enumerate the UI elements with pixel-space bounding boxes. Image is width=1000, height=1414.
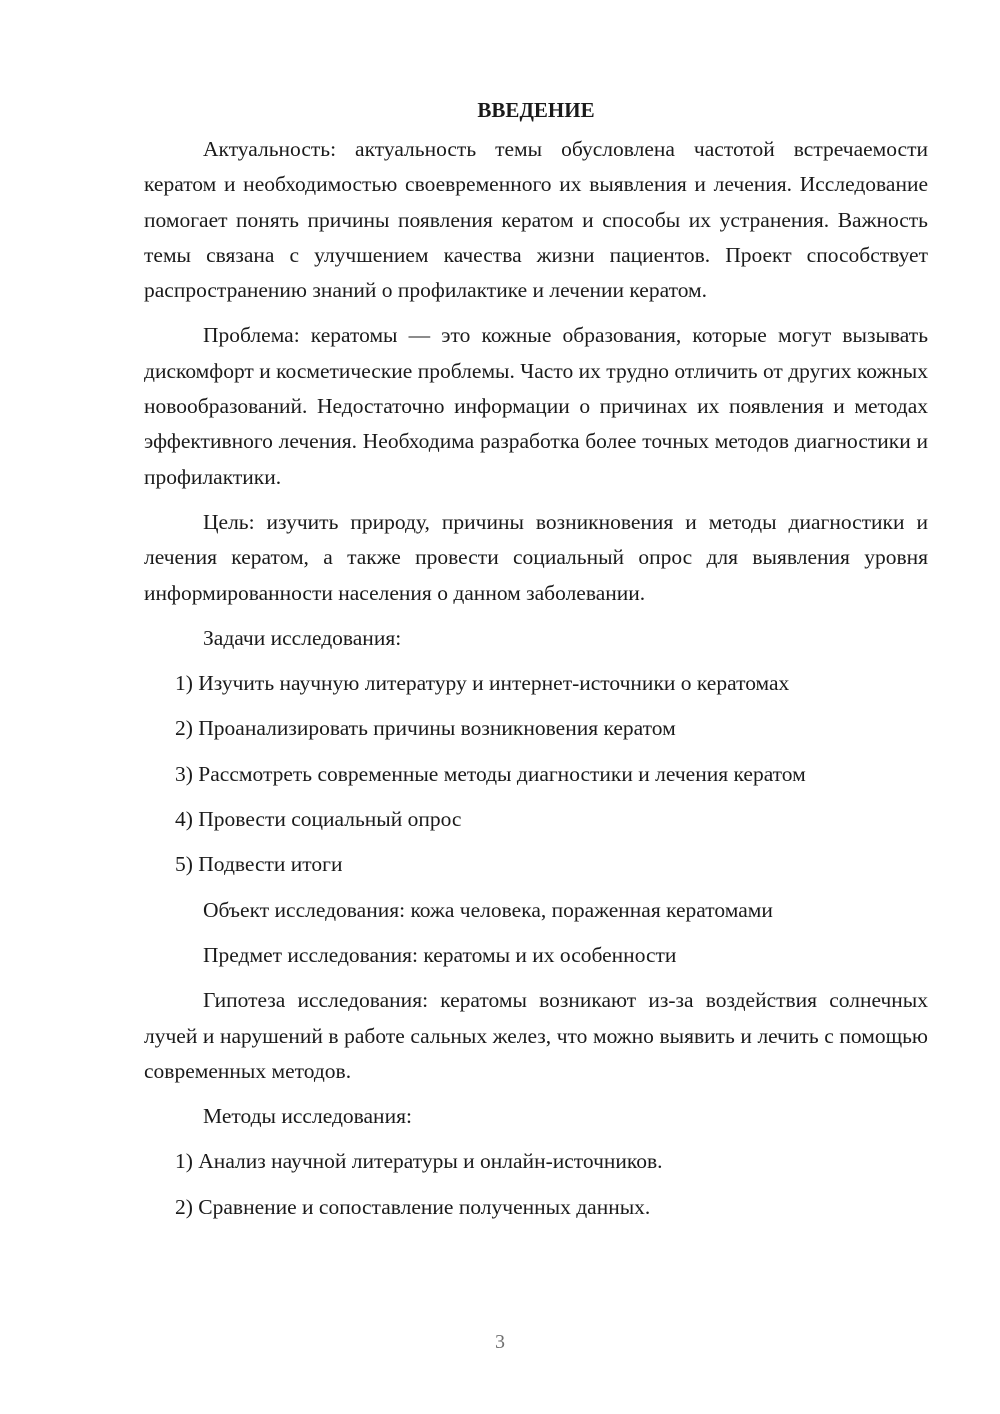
subject-line: Предмет исследования: кератомы и их особенности [203,942,677,967]
list-item: 1) Анализ научной литературы и онлайн-источников. [175,1149,663,1174]
tasks-list [144,666,928,882]
list-item: 2) Сравнение и сопоставление полученных данных. [175,1194,651,1219]
list-item: 4) Провести социальный опрос [175,807,462,832]
page-number: 3 [495,1331,505,1353]
hypothesis-paragraph: Гипотеза исследования: кератомы возникают из-за воздействия солнечных лучей и нарушений в работе сальных желез, что можно выявить и лечить с помощью современных методов. [144,988,928,1083]
document-page [144,92,928,1235]
tasks-heading: Задачи исследования: [203,625,402,650]
list-item: 2) Проанализировать причины возникновения кератом [175,716,676,741]
list-item: 5) Подвести итоги [175,852,343,877]
methods-heading: Методы исследования: [203,1104,412,1129]
methods-list [144,1144,928,1225]
list-item: 3) Рассмотреть современные методы диагностики и лечения кератом [175,761,806,786]
section-title: ВВЕДЕНИЕ [477,98,595,122]
goal-paragraph: Цель: изучить природу, причины возникновения и методы диагностики и лечения кератом, а также провести социальный опрос для выявления уровня информированности населения о данном заболевании. [144,509,928,605]
problem-paragraph: Проблема: кератомы — это кожные образования, которые могут вызывать дискомфорт и косметические проблемы. Часто их трудно отличить от других кожных новообразований. Недостаточно информации о причинах их появления и методах эффективного лечения. Необходима разработка более точных методов диагностики и профилактики. [144,323,928,489]
object-line: Объект исследования: кожа человека, пораженная кератомами [203,897,773,922]
list-item: 1) Изучить научную литературу и интернет-источники о кератомах [175,671,790,696]
relevance-paragraph: Актуальность: актуальность темы обусловлена частотой встречаемости кератом и необходимостью своевременного их выявления и лечения. Исследование помогает понять причины появления кератом и способы их устранения. Важность темы связана с улучшением качества жизни пациентов. Проект способствует распространению знаний о профилактике и лечении кератом. [144,137,928,303]
